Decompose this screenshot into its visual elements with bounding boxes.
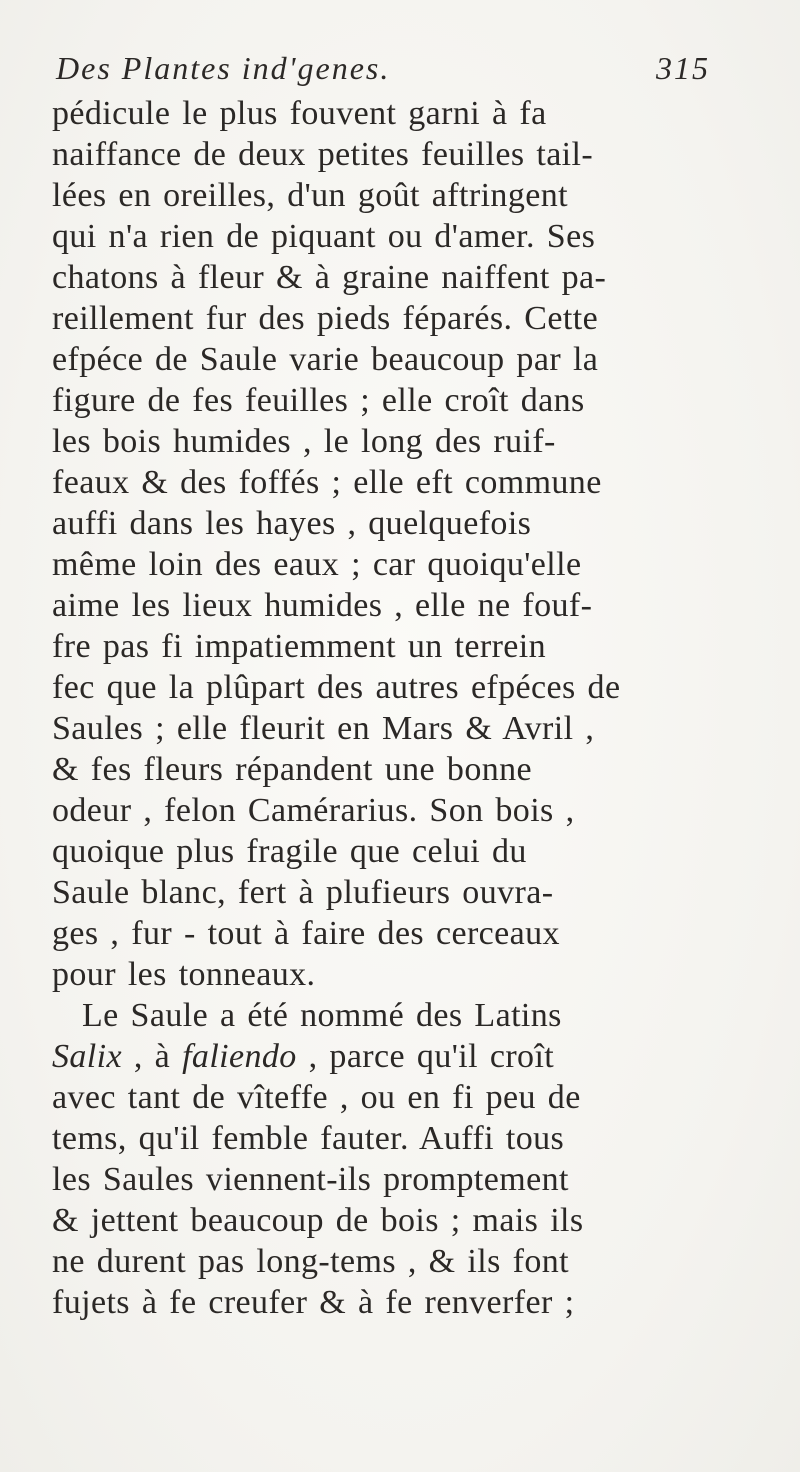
text-line: reillement fur des pieds féparés. Cette <box>52 300 599 337</box>
text-line-with-latin-terms <box>52 1036 762 1077</box>
latin-term-salix: Salix <box>52 1038 122 1075</box>
text-line: feaux & des foffés ; elle eft commune <box>52 464 602 501</box>
text-line: fujets à fe creufer & à fe renverfer ; <box>52 1284 575 1321</box>
text-line: efpéce de Saule varie beaucoup par la <box>52 341 599 378</box>
running-head <box>56 50 756 98</box>
text-line: ges , fur - tout à faire des cerceaux <box>52 915 560 952</box>
text-line: pour les tonneaux. <box>52 956 316 993</box>
text-line: figure de fes feuilles ; elle croît dans <box>52 382 585 419</box>
text-line: tems, qu'il femble fauter. Auffi tous <box>52 1120 565 1157</box>
text-line: les Saules viennent-ils promptement <box>52 1161 569 1198</box>
text-line: Saules ; elle fleurit en Mars & Avril , <box>52 710 595 747</box>
text-line: avec tant de vîteffe , ou en fi peu de <box>52 1079 581 1116</box>
text-line: même loin des eaux ; car quoiqu'elle <box>52 546 582 583</box>
text-line: fre pas fi impatiemment un terrein <box>52 628 547 665</box>
text-line: lées en oreilles, d'un goût aftringent <box>52 177 568 214</box>
text-line: quoique plus fragile que celui du <box>52 833 527 870</box>
text-line: & fes fleurs répandent une bonne <box>52 751 533 788</box>
text-line: Saule blanc, fert à plufieurs ouvra- <box>52 874 554 911</box>
running-title: Des Plantes ind'genes. <box>56 50 391 86</box>
text-line: auffi dans les hayes , quelquefois <box>52 505 532 542</box>
text-line: les bois humides , le long des ruif- <box>52 423 556 460</box>
page-number: 315 <box>656 50 710 86</box>
text-fragment: , à <box>121 1038 183 1075</box>
text-fragment: , parce qu'il croît <box>296 1038 555 1075</box>
body-text <box>52 93 762 1323</box>
text-line: qui n'a rien de piquant ou d'amer. Ses <box>52 218 596 255</box>
text-line: & jettent beaucoup de bois ; mais ils <box>52 1202 584 1239</box>
paragraph-start-line: Le Saule a été nommé des Latins <box>82 997 562 1034</box>
text-line: naiffance de deux petites feuilles tail- <box>52 136 594 173</box>
text-line: fec que la plûpart des autres efpéces de <box>52 669 621 706</box>
latin-term-saliendo: faliendo <box>182 1038 297 1075</box>
text-line: aime les lieux humides , elle ne fouf- <box>52 587 593 624</box>
text-line: chatons à fleur & à graine naiffent pa- <box>52 259 607 296</box>
text-line: ne durent pas long-tems , & ils font <box>52 1243 569 1280</box>
text-line: odeur , felon Camérarius. Son bois , <box>52 792 575 829</box>
text-line: pédicule le plus fouvent garni à fa <box>52 95 547 132</box>
